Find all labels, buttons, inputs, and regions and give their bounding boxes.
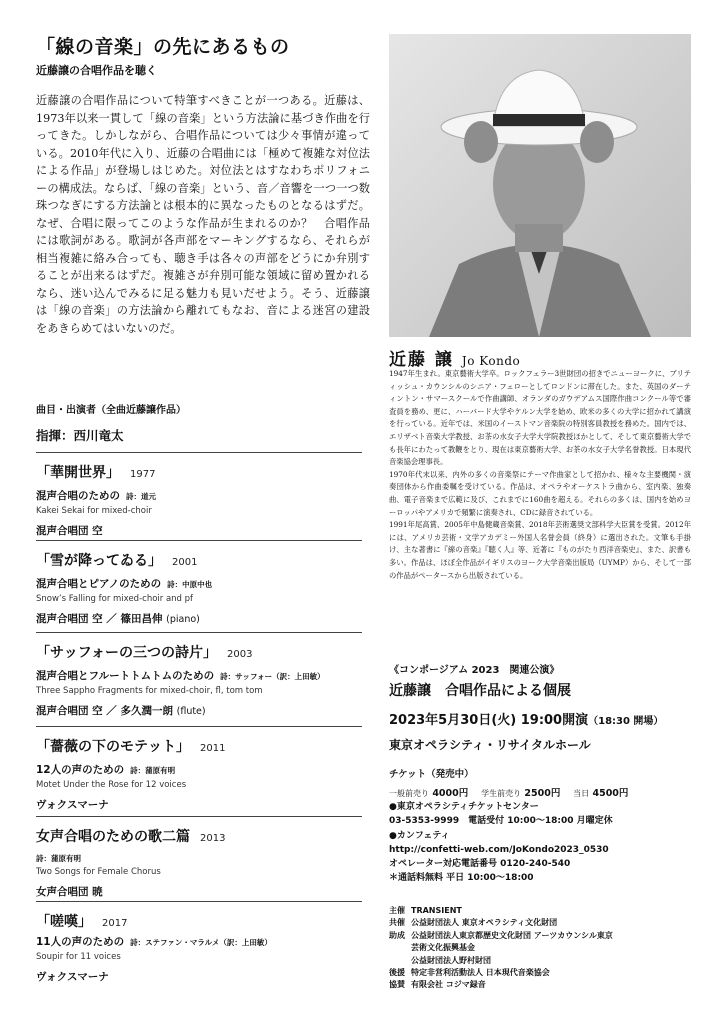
divider (36, 540, 362, 541)
contact-note: ＊通話料無料 平日 10:00～18:00 (389, 873, 534, 884)
bio-paragraph: 1970年代末以来、内外の多くの音楽祭にテーマ作曲家として招かれ、様々な主要機関・演奏団体から作曲委嘱を受けている。作品は、オペラやオーケストラ曲から、室内楽、独奏曲、電子音楽まで広範に及び、これまでに160曲を超える。それらの多くは、国内を始めヨーロッパやアメリカで頻繁に演奏され、CDに録音されている。 (389, 469, 691, 517)
credit-org: 芸術文化振興基金 (411, 943, 475, 953)
composer-name (389, 345, 520, 370)
work-year: 2011 (200, 743, 226, 754)
page-subtitle: 近藤譲の合唱作品を聴く (36, 64, 157, 77)
conductor: 指揮：西川竜太 (36, 428, 124, 443)
event-venue: 東京オペラシティ・リサイタルホール (389, 738, 591, 752)
work-performer: 混声合唱団 空 (36, 525, 103, 537)
event-title: 近藤譲 合唱作品による個展 (389, 683, 571, 699)
work-scoring: 11人の声のための (36, 936, 125, 948)
contact-phone[interactable]: オペレーター対応電話番号 0120-240-540 (389, 859, 571, 870)
credit-org: 公益財団法人野村財団 (411, 955, 491, 965)
credit-row (389, 979, 619, 991)
credit-org: 公益財団法人東京都歴史文化財団 アーツカウンシル東京 (411, 930, 613, 940)
work-scoring: 混声合唱とフルートトムトムのための (36, 670, 215, 682)
work-item (36, 462, 366, 538)
work-english-title: Snow’s Falling for mixed-choir and pf (36, 594, 194, 604)
divider (36, 901, 362, 902)
work-item (36, 642, 366, 718)
composer-photo (389, 34, 691, 337)
work-english-title: Kakei Sekai for mixed-choir (36, 506, 152, 516)
work-title: 「嗟嘆」 (36, 914, 92, 930)
work-title: 女声合唱のための歌二篇 (36, 829, 190, 845)
work-year: 1977 (130, 469, 156, 480)
composer-bio (389, 368, 691, 582)
credit-row (389, 955, 619, 967)
work-text-credit: 詩：ステファン・マラルメ（訳：上田敏） (130, 938, 272, 947)
work-item (36, 736, 366, 812)
ticket-label: 学生前売り (481, 789, 522, 798)
divider (36, 726, 362, 727)
credits-table (389, 905, 619, 992)
credit-row (389, 905, 619, 917)
work-text-credit: 詩：サッフォー（訳：上田敏） (220, 672, 325, 681)
ticket-label: 当日 (573, 789, 590, 798)
work-english-title: Soupir for 11 voices (36, 952, 121, 962)
work-instrument: (flute) (176, 706, 206, 717)
work-english-title: Three Sappho Fragments for mixed-choir, fl, tom tom (36, 686, 263, 696)
credit-row (389, 967, 619, 979)
ticket-price: 2500円 (524, 788, 561, 799)
work-performer: ヴォクスマーナ (36, 799, 109, 811)
event-tag: 《コンポージアム 2023 関連公演》 (389, 665, 560, 676)
credit-org: 特定非営利活動法人 日本現代音楽協会 (411, 968, 550, 978)
work-title: 「雪が降ってゐる」 (36, 553, 162, 569)
ticket-info (389, 765, 628, 803)
work-performer: 女声合唱団 暁 (36, 886, 103, 898)
work-year: 2017 (102, 918, 128, 929)
credit-role: 主催 (389, 906, 405, 915)
work-text-credit: 詩：中原中也 (167, 580, 213, 589)
credit-row (389, 942, 619, 954)
credit-role: 助成 (389, 930, 405, 940)
page-title: 「線の音楽」の先にあるもの (36, 36, 290, 58)
intro-essay: 近藤譲の合唱作品について特筆すべきことが一つある。近藤は、1973年以来一貫して「線の音楽」という方法論に基づき作曲を行ってきた。しかしながら、合唱作品については少々事情が違っている。2010年代に入り、近藤の合唱曲には「極めて複雑な対位法による作品」が登場しはじめた。対位法とはすなわちポリフォニーの構成法。ならば、「線の音楽」という、音／音響を一つ一つ数珠つなぎにする方法論とは根本的に異なったものとなるはずだ。なぜ、合唱に限ってこのような作品が生まれるのか？ 合唱作品には歌詞がある。歌詞が各声部をマーキングするなら、それらが相当複雑に絡み合っても、聴き手は各々の声部をどうにか弁別することが出来るはずだ。複雑さが弁別可能な領域に留め置かれるなら、迷い込んでみるに足る魅力も見いだせよう。そう、近藤譲は「線の音楽」の方法論から離れてもなお、音による迷宮の建設をあきらめてはいないのだ。 (36, 94, 370, 335)
credit-role (389, 942, 411, 954)
composer-name-jp: 近藤 譲 (389, 350, 454, 370)
work-performer: 混声合唱団 空 ／ 多久潤一朗 (36, 705, 173, 717)
credit-role (389, 955, 411, 967)
program-heading: 曲目・出演者（全曲近藤譲作品） (36, 405, 186, 416)
ticket-label: 一般前売り (389, 789, 429, 798)
work-title: 「華開世界」 (36, 465, 120, 481)
work-scoring: 混声合唱とピアノのための (36, 578, 162, 590)
work-item (36, 911, 366, 984)
work-year: 2001 (172, 557, 198, 568)
credit-role: 後援 (389, 968, 405, 978)
contact-phone[interactable]: 03-5353-9999 電話受付 10:00～18:00 月曜定休 (389, 816, 613, 827)
credit-org: TRANSIENT (411, 906, 462, 915)
work-scoring: 12人の声のための (36, 764, 125, 776)
credit-row (389, 917, 619, 929)
work-text-credit: 詩：蒲原有明 (130, 766, 176, 775)
contact-info (389, 800, 613, 886)
work-title: 「薔薇の下のモテット」 (36, 739, 190, 755)
credit-org: 公益財団法人 東京オペラシティ文化財団 (411, 918, 558, 928)
event-doors: （18:30 開場） (588, 716, 664, 727)
work-english-title: Motet Under the Rose for 12 voices (36, 780, 187, 790)
contact-line: ●カンフェティ (389, 830, 450, 841)
ticket-heading: チケット（発売中） (389, 769, 474, 780)
bio-paragraph: 1947年生まれ。東京藝術大学卒。ロックフェラー3世財団の招きでニューヨークに、ブリティッシュ・カウンシルのシニア・フェローとしてロンドンに滞在した。また、英国のダーティントン・サマースクールで作曲講師、オランダのガウデアムス国際作曲コンクール等で審査員を務め、更に、ハーバード大学やケルン大学を始め、欧米の多くの大学に招かれて講演を行っている。近年では、米国のイーストマン音楽院の特別客員教授を務めた。国内では、エリザベト音楽大学教授、お茶の水女子大学大学院教授ほかとして、そして東京藝術大学でも長年にわたって教鞭をとり、現在は東京藝術大学、お茶の水女子大学名誉教授。日本現代音楽協会理事長。 (389, 369, 691, 467)
credit-role: 共催 (389, 918, 405, 928)
credit-org: 有限会社 コジマ録音 (411, 980, 486, 990)
event-date (389, 709, 663, 728)
contact-url-link[interactable]: http://confetti-web.com/JoKondo2023_0530 (389, 844, 609, 855)
ticket-price: 4000円 (432, 788, 469, 799)
work-english-title: Two Songs for Female Chorus (36, 867, 161, 877)
divider (36, 452, 362, 453)
work-performer: ヴォクスマーナ (36, 971, 109, 983)
work-item (36, 550, 366, 626)
work-performer: 混声合唱団 空 ／ 篠田昌伸 (36, 613, 163, 625)
work-text-credit: 詩：蒲原有明 (36, 854, 81, 863)
work-year: 2003 (227, 649, 253, 660)
contact-line: ●東京オペラシティチケットセンター (389, 802, 539, 812)
composer-name-roman: Jo Kondo (461, 354, 521, 368)
ticket-price: 4500円 (592, 788, 629, 799)
credit-row (389, 930, 619, 942)
work-text-credit: 詩：道元 (126, 492, 156, 501)
bio-paragraph: 1991年尾高賞、2005年中島健蔵音楽賞、2018年芸術選奨文部科学大臣賞を受賞。2012年には、アメリカ芸術・文学アカデミー外国人名誉会員（終身）に選出された。文筆も手掛け、主な著書に『線の音楽』『聴く人』等、近著に『ものがたり西洋音楽史』、また、訳書も多い。作品は、ほぼ全作品がイギリスのヨーク大学音楽出版局（UYMP）から、そして一部の作品がペータースから出版されている。 (389, 520, 691, 580)
work-instrument: (piano) (166, 614, 200, 625)
work-scoring: 混声合唱のための (36, 490, 120, 502)
divider (36, 632, 362, 633)
work-item (36, 826, 366, 899)
work-year: 2013 (200, 833, 226, 844)
credit-role: 協賛 (389, 980, 405, 990)
event-datetime: 2023年5月30日(火) 19:00開演 (389, 713, 589, 728)
work-title: 「サッフォーの三つの詩片」 (36, 645, 218, 661)
divider (36, 816, 362, 817)
